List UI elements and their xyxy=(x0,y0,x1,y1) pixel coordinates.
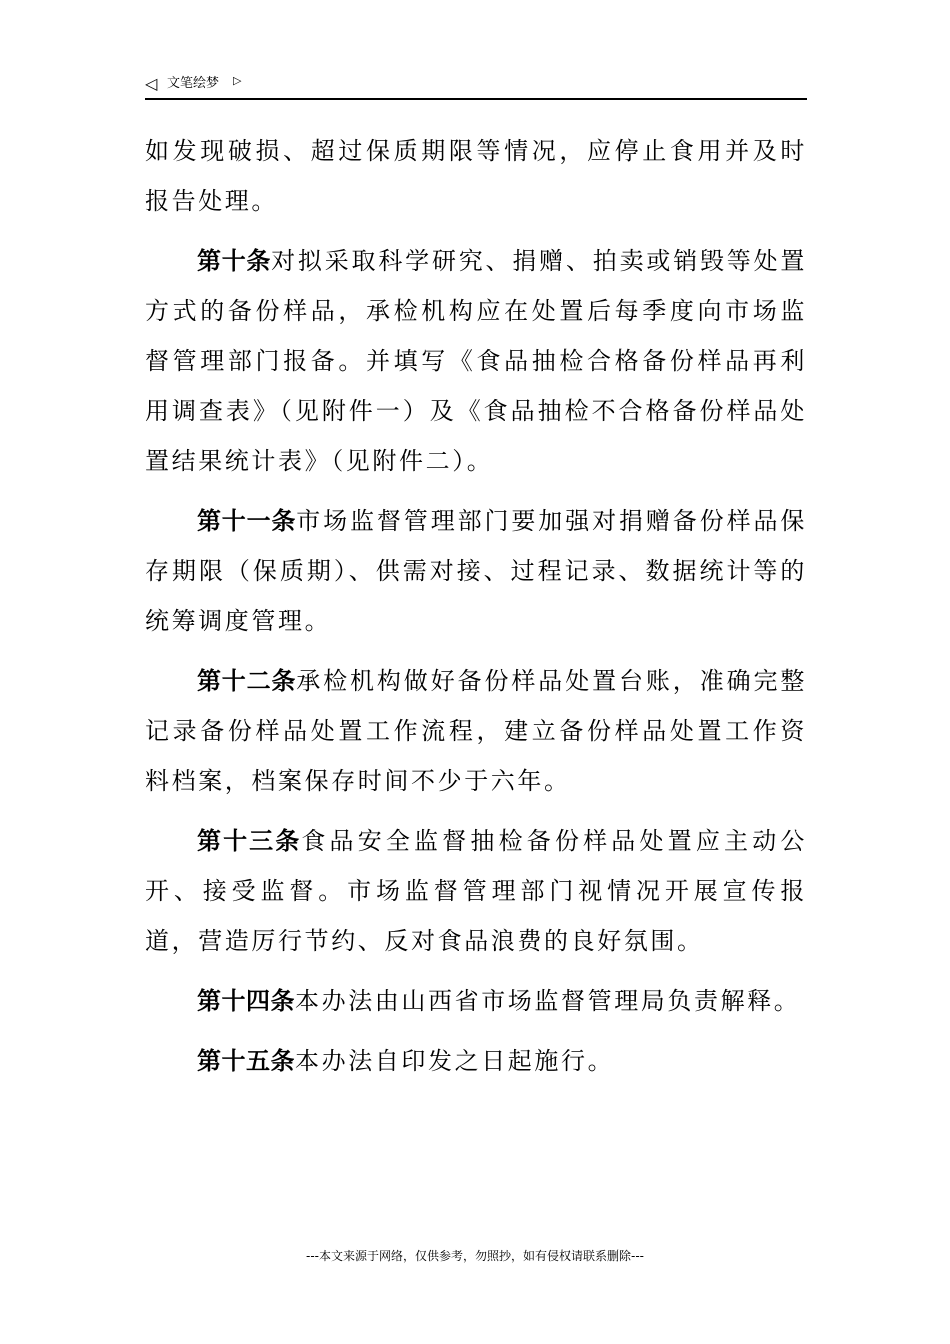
triangle-left-icon: ◁ xyxy=(145,74,158,93)
paragraph-text: 承检机构做好备份样品处置台账，准确完整记录备份样品处置工作流程，建立备份样品处置工作资料档案，档案保存时间不少于六年。 xyxy=(145,667,807,795)
header-brand: 文笔绘梦 xyxy=(167,76,220,91)
article-12 xyxy=(145,656,807,806)
article-11 xyxy=(145,496,807,646)
triangle-right-icon: ▷ xyxy=(233,74,242,87)
article-number: 第十一条 xyxy=(197,506,297,535)
paragraph-text: 食品安全监督抽检备份样品处置应主动公开、接受监督。市场监督管理部门视情况开展宣传报道，营造厉行节约、反对食品浪费的良好氛围。 xyxy=(145,827,807,955)
page-header xyxy=(145,72,807,100)
paragraph-text: 本办法自印发之日起施行。 xyxy=(295,1047,615,1075)
paragraph-text: 如发现破损、超过保质期限等情况，应停止食用并及时报告处理。 xyxy=(145,137,807,215)
article-15 xyxy=(145,1036,807,1086)
article-number: 第十四条 xyxy=(197,986,295,1015)
article-10 xyxy=(145,236,807,486)
article-number: 第十二条 xyxy=(197,666,297,695)
page-footer: ---本文来源于网络，仅供参考，勿照抄，如有侵权请联系删除--- xyxy=(306,1249,644,1263)
article-13 xyxy=(145,816,807,966)
paragraph-text: 对拟采取科学研究、捐赠、拍卖或销毁等处置方式的备份样品，承检机构应在处置后每季度向市场监督管理部门报备。并填写《食品抽检合格备份样品再利用调查表》（见附件一）及《食品抽检不合格备份样品处置结果统计表》（见附件二）。 xyxy=(145,247,808,475)
article-14 xyxy=(145,976,807,1026)
paragraph-continuation xyxy=(145,126,807,226)
article-number: 第十五条 xyxy=(197,1046,295,1075)
article-number: 第十三条 xyxy=(197,826,302,855)
paragraph-text: 市场监督管理部门要加强对捐赠备份样品保存期限（保质期）、供需对接、过程记录、数据统计等的统筹调度管理。 xyxy=(145,507,807,635)
article-number: 第十条 xyxy=(197,246,272,275)
document-body xyxy=(145,126,807,1096)
paragraph-text: 本办法由山西省市场监督管理局负责解释。 xyxy=(295,987,801,1015)
